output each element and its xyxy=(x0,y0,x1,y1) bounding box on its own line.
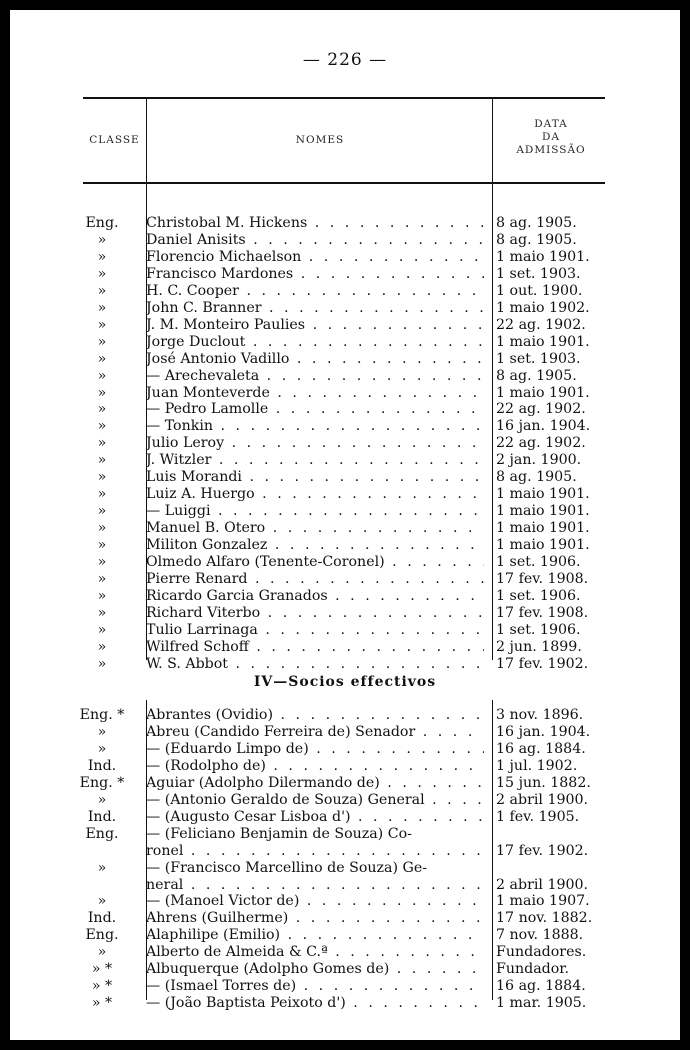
member-row xyxy=(10,300,680,316)
row-data-admissao: 1 fev. 1905. xyxy=(496,808,580,825)
row-classe: » xyxy=(97,265,107,282)
row-nome: — Luiggi . . . xyxy=(146,503,484,519)
member-row xyxy=(10,741,680,757)
row-data-admissao: Fundador. xyxy=(496,961,570,978)
row-nome: Christobal M. Hickens . . . xyxy=(146,215,484,231)
row-classe: » xyxy=(97,350,107,367)
row-classe: » xyxy=(97,587,107,604)
row-data-admissao: 17 fev. 1908. xyxy=(496,570,589,587)
member-row xyxy=(10,724,680,740)
member-row xyxy=(10,503,680,519)
row-nome: Olmedo Alfaro (Tenente-Coronel) . . . xyxy=(146,554,484,570)
row-data-admissao: 1 jul. 1902. xyxy=(496,757,578,774)
row-nome: Abrantes (Ovidio) . . . xyxy=(146,707,484,723)
member-row xyxy=(10,232,680,248)
row-classe: » xyxy=(97,452,107,469)
row-nome: Abreu (Candido Ferreira de) Senador . . . xyxy=(146,724,484,740)
row-data-admissao: 2 jun. 1899. xyxy=(496,638,582,655)
row-nome: Militon Gonzalez . . . xyxy=(146,537,484,553)
row-classe: » xyxy=(97,944,107,961)
row-data-admissao: 16 ag. 1884. xyxy=(496,978,586,995)
row-classe: Eng. * xyxy=(79,707,125,723)
row-nome: Julio Leroy . . . xyxy=(146,435,484,451)
row-nome: Alaphilipe (Emilio) . . . xyxy=(146,927,484,943)
row-data-admissao: 15 jun. 1882. xyxy=(496,774,591,791)
member-row xyxy=(10,877,680,893)
member-row xyxy=(10,283,680,299)
row-nome: Alberto de Almeida & C.ª . . . xyxy=(146,944,484,960)
row-classe: » xyxy=(97,893,107,910)
member-row xyxy=(10,707,680,723)
row-classe: » xyxy=(97,282,107,299)
member-row xyxy=(10,215,680,231)
member-row xyxy=(10,961,680,977)
member-row xyxy=(10,435,680,451)
row-nome: Ahrens (Guilherme) . . . xyxy=(146,910,484,926)
row-classe: » xyxy=(97,316,107,333)
member-row xyxy=(10,571,680,587)
row-data-admissao: 8 ag. 1905. xyxy=(496,215,577,231)
row-nome: — Arechevaleta . . . xyxy=(146,368,484,384)
member-row xyxy=(10,792,680,808)
row-classe: » xyxy=(97,554,107,570)
member-row xyxy=(10,486,680,502)
row-data-admissao: 1 maio 1901. xyxy=(496,248,590,265)
member-row xyxy=(10,860,680,876)
header-classe: CLASSE xyxy=(89,134,140,146)
row-data-admissao: 1 maio 1901. xyxy=(496,537,590,554)
member-row xyxy=(10,893,680,909)
row-nome: J. M. Monteiro Paulies . . . xyxy=(146,317,484,333)
row-classe: » xyxy=(97,486,107,503)
document-page xyxy=(10,10,680,1040)
row-nome: ronel . . . xyxy=(146,843,484,859)
row-nome: — (Augusto Cesar Lisboa d') . . . xyxy=(146,809,484,825)
row-classe: » * xyxy=(91,978,113,995)
row-nome: — (Rodolpho de) . . . xyxy=(146,758,484,774)
member-row xyxy=(10,368,680,384)
row-classe: » xyxy=(97,859,107,876)
row-classe: » xyxy=(97,248,107,265)
row-data-admissao: 7 nov. 1888. xyxy=(496,927,584,944)
row-data-admissao: 1 set. 1906. xyxy=(496,587,581,604)
member-row xyxy=(10,910,680,926)
member-row xyxy=(10,401,680,417)
row-nome: — (João Baptista Peixoto d') . . . xyxy=(146,995,484,1011)
member-row xyxy=(10,351,680,367)
row-data-admissao: 17 fev. 1908. xyxy=(496,604,589,621)
row-classe: » xyxy=(97,469,107,486)
row-data-admissao: 8 ag. 1905. xyxy=(496,231,577,248)
row-classe: » xyxy=(97,723,107,740)
row-data-admissao: 8 ag. 1905. xyxy=(496,367,577,384)
member-row xyxy=(10,843,680,859)
row-classe: » xyxy=(97,537,107,554)
row-nome: — (Eduardo Limpo de) . . . xyxy=(146,741,484,757)
row-classe: Eng. * xyxy=(79,774,125,791)
row-data-admissao: 8 ag. 1905. xyxy=(496,469,577,486)
member-row xyxy=(10,639,680,655)
member-row xyxy=(10,944,680,960)
row-nome: Pierre Renard . . . xyxy=(146,571,484,587)
row-data-admissao: 16 jan. 1904. xyxy=(496,418,591,435)
row-data-admissao: 1 maio 1901. xyxy=(496,333,590,350)
member-row xyxy=(10,266,680,282)
row-classe: » xyxy=(97,367,107,384)
row-classe: Ind. xyxy=(87,808,117,825)
row-classe: » xyxy=(97,231,107,248)
member-row xyxy=(10,537,680,553)
row-data-admissao: 1 mar. 1905. xyxy=(496,995,587,1012)
row-nome: Richard Viterbo . . . xyxy=(146,605,484,621)
row-nome: Albuquerque (Adolpho Gomes de) . . . xyxy=(146,961,484,977)
row-classe: Ind. xyxy=(87,910,117,927)
member-row xyxy=(10,588,680,604)
row-classe: » xyxy=(97,333,107,350)
row-classe: » xyxy=(97,570,107,587)
row-nome: neral . . . xyxy=(146,877,484,893)
row-classe: Eng. xyxy=(85,215,119,231)
member-row xyxy=(10,622,680,638)
row-classe: » xyxy=(97,401,107,418)
row-data-admissao: Fundadores. xyxy=(496,944,587,961)
section-title: IV—Socios effectivos xyxy=(253,674,437,690)
row-classe: » xyxy=(97,791,107,808)
row-classe: » xyxy=(97,384,107,401)
row-classe: » xyxy=(97,435,107,452)
row-classe: » xyxy=(97,520,107,537)
header-nomes: NOMES xyxy=(295,134,345,146)
row-nome: — Tonkin . . . xyxy=(146,418,484,434)
row-nome: — (Antonio Geraldo de Souza) General . . . xyxy=(146,792,484,808)
row-nome: — (Manoel Victor de) . . . xyxy=(146,893,484,909)
row-nome: Luiz A. Huergo . . . xyxy=(146,486,484,502)
row-nome: Jorge Duclout . . . xyxy=(146,334,484,350)
member-row xyxy=(10,605,680,621)
row-data-admissao: 16 ag. 1884. xyxy=(496,740,586,757)
member-row xyxy=(10,995,680,1011)
row-classe: Eng. xyxy=(85,825,119,842)
row-classe: » xyxy=(97,503,107,520)
row-nome: John C. Branner . . . xyxy=(146,300,484,316)
row-data-admissao: 1 out. 1900. xyxy=(496,282,583,299)
row-data-admissao: 1 set. 1906. xyxy=(496,554,581,570)
row-nome: Ricardo Garcia Granados . . . xyxy=(146,588,484,604)
row-nome: Florencio Michaelson . . . xyxy=(146,249,484,265)
member-row xyxy=(10,978,680,994)
row-nome: — (Feliciano Benjamin de Souza) Co- xyxy=(146,825,412,842)
row-data-admissao: 22 ag. 1902. xyxy=(496,401,586,418)
row-nome: Daniel Anisits . . . xyxy=(146,232,484,248)
row-classe: » xyxy=(97,604,107,621)
member-row xyxy=(10,758,680,774)
row-data-admissao: 1 maio 1901. xyxy=(496,486,590,503)
member-row xyxy=(10,418,680,434)
row-classe: » xyxy=(97,740,107,757)
row-data-admissao: 2 abril 1900. xyxy=(496,791,589,808)
row-data-admissao: 1 maio 1901. xyxy=(496,384,590,401)
page-number: — 226 — xyxy=(302,50,388,70)
member-row xyxy=(10,249,680,265)
row-data-admissao: 16 jan. 1904. xyxy=(496,723,591,740)
row-nome: Juan Monteverde . . . xyxy=(146,385,484,401)
row-data-admissao: 1 maio 1902. xyxy=(496,299,590,316)
row-classe: » * xyxy=(91,995,113,1012)
row-data-admissao: 1 maio 1907. xyxy=(496,893,590,910)
row-data-admissao: 3 nov. 1896. xyxy=(496,707,584,723)
row-data-admissao: 17 nov. 1882. xyxy=(496,910,593,927)
row-nome: Tulio Larrinaga . . . xyxy=(146,622,484,638)
row-nome: José Antonio Vadillo . . . xyxy=(146,351,484,367)
row-data-admissao: 1 maio 1901. xyxy=(496,520,590,537)
member-row xyxy=(10,554,680,570)
row-nome: H. C. Cooper . . . xyxy=(146,283,484,299)
row-classe: » xyxy=(97,299,107,316)
row-data-admissao: 2 jan. 1900. xyxy=(496,452,582,469)
row-nome: Manuel B. Otero . . . xyxy=(146,520,484,536)
header-top-rule xyxy=(83,97,605,99)
row-data-admissao: 1 set. 1903. xyxy=(496,350,581,367)
member-row xyxy=(10,520,680,536)
row-nome: Aguiar (Adolpho Dilermando de) . . . xyxy=(146,775,484,791)
member-row xyxy=(10,385,680,401)
row-nome: Wilfred Schoff . . . xyxy=(146,639,484,655)
row-classe: » xyxy=(97,418,107,435)
member-row xyxy=(10,775,680,791)
row-nome: W. S. Abbot . . . xyxy=(146,656,484,672)
member-row xyxy=(10,656,680,672)
member-row xyxy=(10,826,680,842)
row-nome: Francisco Mardones . . . xyxy=(146,266,484,282)
row-classe: » xyxy=(97,655,107,672)
member-row xyxy=(10,334,680,350)
row-data-admissao: 22 ag. 1902. xyxy=(496,316,586,333)
row-data-admissao: 2 abril 1900. xyxy=(496,876,589,893)
member-row xyxy=(10,469,680,485)
row-data-admissao: 17 fev. 1902. xyxy=(496,655,589,672)
row-classe: » xyxy=(97,621,107,638)
row-nome: — Pedro Lamolle . . . xyxy=(146,401,484,417)
row-data-admissao: 17 fev. 1902. xyxy=(496,842,589,859)
header-bottom-rule xyxy=(83,182,605,184)
member-row xyxy=(10,927,680,943)
row-data-admissao: 1 maio 1901. xyxy=(496,503,590,520)
row-nome: J. Witzler . . . xyxy=(146,452,484,468)
row-nome: — (Ismael Torres de) . . . xyxy=(146,978,484,994)
row-classe: » * xyxy=(91,961,113,978)
row-classe: Ind. xyxy=(87,757,117,774)
member-row xyxy=(10,809,680,825)
row-nome: — (Francisco Marcellino de Souza) Ge- xyxy=(146,859,428,876)
row-nome: Luis Morandi . . . xyxy=(146,469,484,485)
row-classe: » xyxy=(97,638,107,655)
header-data: DATA DA ADMISSÃO xyxy=(516,118,586,156)
row-data-admissao: 1 set. 1906. xyxy=(496,621,581,638)
member-row xyxy=(10,452,680,468)
row-classe: Eng. xyxy=(85,927,119,944)
row-data-admissao: 22 ag. 1902. xyxy=(496,435,586,452)
row-data-admissao: 1 set. 1903. xyxy=(496,265,581,282)
member-row xyxy=(10,317,680,333)
